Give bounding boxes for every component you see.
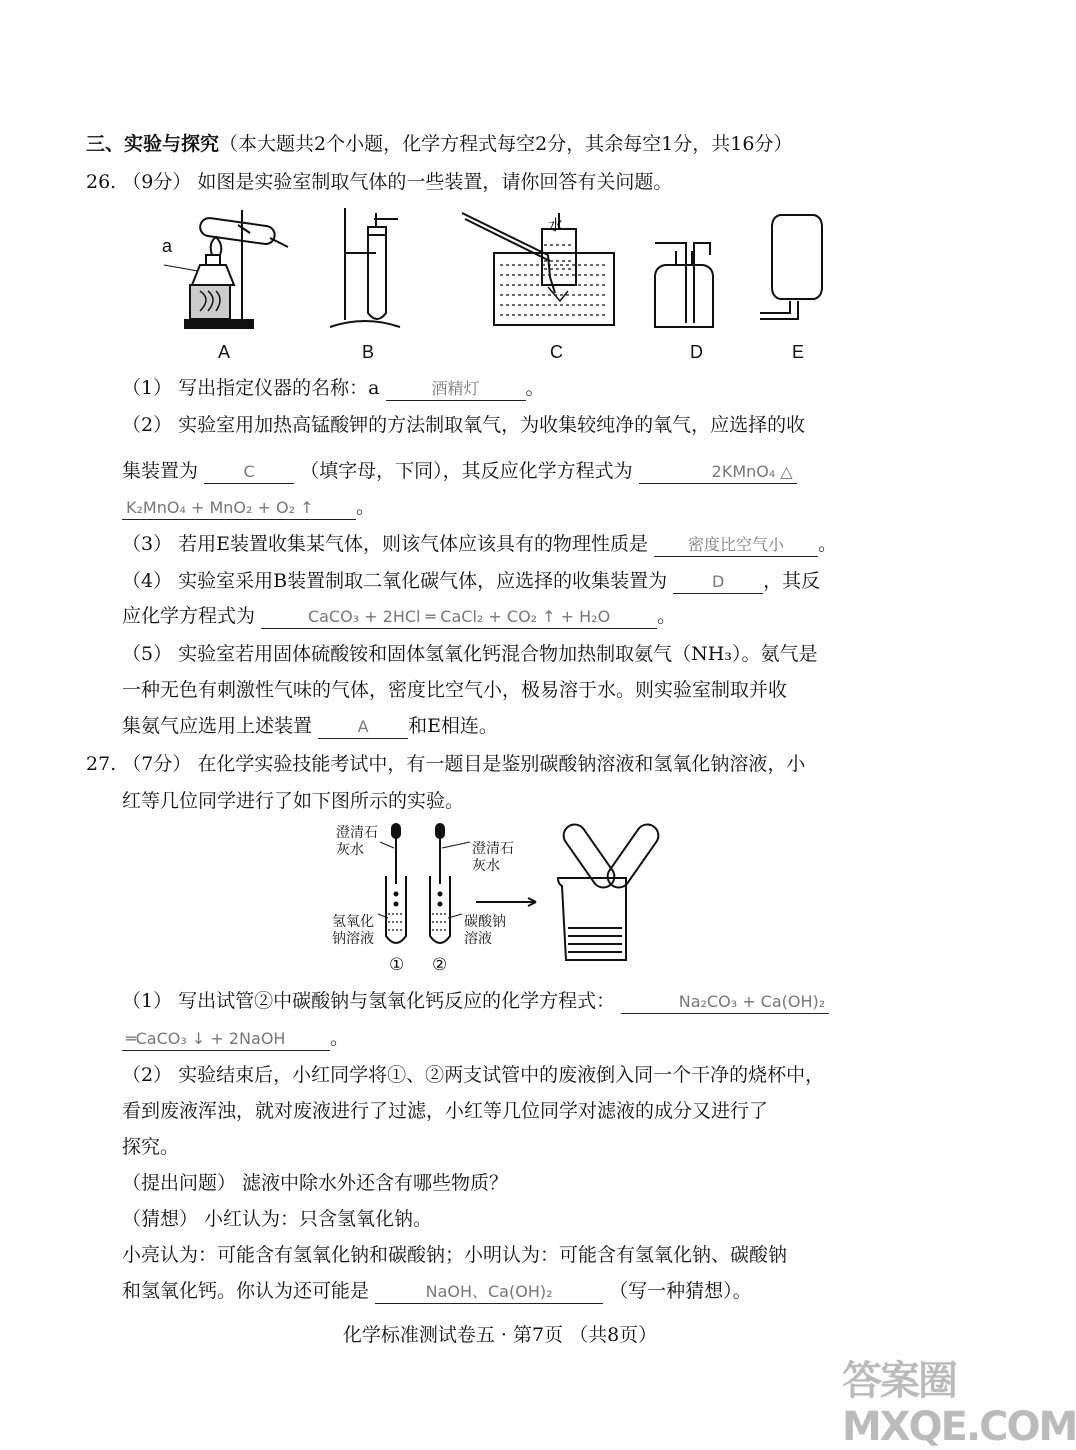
q27-p2-line3: 探究。 (122, 1136, 180, 1158)
label-water: 水 (548, 217, 564, 234)
q26-p2-text-a: 集装置为 (122, 460, 199, 482)
q26-p2-line2 (122, 458, 797, 484)
q26-p5-line2: 一种无色有刺激性气味的气体，密度比空气小，极易溶于水。则实验室制取并收 (122, 679, 788, 701)
q26-p3-end: 。 (818, 533, 838, 555)
q26-p1-answer: 酒精灯 (386, 378, 526, 401)
q26-p3 (122, 531, 837, 557)
section-heading: 三、实验与探究 (86, 133, 220, 155)
apparatus-label-d: D (690, 342, 703, 362)
q26-p4-text-a: （4） 实验室采用B装置制取二氧化碳气体，应选择的收集装置为 (122, 570, 668, 592)
q26-p5-answer: A (318, 716, 408, 739)
watermark-text: 答案圈 MXQE.COM (842, 1358, 1076, 1450)
q27-guess2-text-b: （写一种猜想）。 (609, 1280, 752, 1302)
q27-p1-text: （1） 写出试管②中碳酸钠与氢氧化钙反应的化学方程式： (122, 990, 616, 1012)
q26-p1 (122, 375, 545, 401)
q26-p4-answer-eq: CaCO₃ + 2HCl ═ CaCl₂ + CO₂ ↑ + H₂O (261, 606, 657, 629)
q26-p2-line3 (122, 494, 375, 520)
q26-p3-answer: 密度比空气小 (654, 534, 818, 557)
q26-p4-line2 (122, 603, 676, 629)
q26-p3-text: （3） 若用E装置收集某气体，则该气体应该具有的物理性质是 (122, 533, 648, 555)
q27-p1-line1 (122, 988, 829, 1014)
q26-p2-end: 。 (356, 496, 376, 518)
q27-guess2-answer: NaOH、Ca(OH)₂ (375, 1281, 603, 1304)
label-a: a (162, 236, 173, 256)
q27-p1-answer-part2: ═CaCO₃ ↓ + 2NaOH (122, 1028, 330, 1051)
q26-p5-line3 (122, 713, 498, 739)
q27-p1-end: 。 (330, 1027, 350, 1049)
apparatus-label-c: C (550, 342, 563, 362)
q27-p2-line2: 看到废液浑浊，就对废液进行了过滤，小红等几位同学对滤液的成分又进行了 (122, 1100, 769, 1122)
section-header (86, 131, 792, 157)
apparatus-label-a: A (218, 342, 231, 362)
page-footer: 化学标准测试卷五 · 第7页 （共8页） (342, 1324, 658, 1346)
q26-p2-eq-part2: K₂MnO₄ + MnO₂ + O₂ ↑ (122, 497, 356, 520)
fig-limewater-left: 澄清石 灰水 (336, 825, 378, 858)
apparatus-label-b: B (362, 342, 375, 362)
fig-limewater-right: 澄清石 灰水 (472, 841, 514, 874)
q26-p2-text-b: （填字母，下同），其反应化学方程式为 (300, 460, 633, 482)
q27-question: （提出问题） 滤液中除水外还含有哪些物质？ (122, 1172, 509, 1194)
watermark-logo (842, 1358, 1076, 1450)
q26-title: 26. （9分） 如图是实验室制取气体的一些装置，请你回答有关问题。 (86, 171, 673, 193)
q26-p4-line1 (122, 568, 820, 594)
q27-line2: 红等几位同学进行了如下图所示的实验。 (122, 790, 465, 812)
apparatus-label-e: E (792, 342, 805, 362)
q26-p2-answer-device: C (204, 461, 294, 484)
q26-p5-text-b: 和E相连。 (408, 715, 498, 737)
q27-guess2-text-a: 和氢氧化钙。你认为还可能是 (122, 1280, 370, 1302)
q26-p5-text-a: 集氨气应选用上述装置 (122, 715, 313, 737)
apparatus-a (164, 210, 288, 328)
fig-na2co3-label: 碳酸钠 溶液 (464, 914, 506, 947)
q26-p2-line1: （2） 实验室用加热高锰酸钾的方法制取氧气，为收集较纯净的氧气，应选择的收 (122, 414, 806, 436)
apparatus-c (462, 213, 614, 325)
section-note: （本大题共2个小题，化学方程式每空2分，其余每空1分，共16分） (219, 133, 793, 155)
q26-p5-line1: （5） 实验室若用固体硫酸铵和固体氢氧化钙混合物加热制取氨气（NH₃）。氨气是 (122, 643, 818, 665)
q26-p1-end: 。 (525, 377, 545, 399)
apparatus-b (330, 208, 400, 327)
fig-tube-2: ② (432, 955, 448, 975)
q26-p1-text: （1） 写出指定仪器的名称：a (122, 377, 380, 399)
q27-p2-line1: （2） 实验结束后，小红同学将①、②两支试管中的废液倒入同一个干净的烧杯中， (122, 1064, 825, 1086)
q27-p1-answer-part1: Na₂CO₃ + Ca(OH)₂ (621, 991, 829, 1014)
q27-guess2-line2 (122, 1278, 752, 1304)
apparatus-e (760, 215, 822, 319)
apparatus-d (655, 243, 713, 327)
q27-guess: （猜想） 小红认为：只含氢氧化钠。 (122, 1208, 433, 1230)
q27-p1-line2 (122, 1025, 349, 1051)
fig-naoh-label: 氢氧化 钠溶液 (332, 914, 374, 947)
q27-line1: 27. （7分） 在化学实验技能考试中，有一题目是鉴别碳酸钠溶液和氢氧化钠溶液，小 (86, 753, 806, 775)
q26-p4-end: 。 (657, 605, 677, 627)
q26-p4-answer-device: D (673, 571, 763, 594)
apparatus-figure (150, 205, 850, 335)
q26-p4-text-c: 应化学方程式为 (122, 605, 256, 627)
q26-p2-eq-part1: 2KMnO₄ △ (639, 461, 797, 484)
q27-guess2-line1: 小亮认为：可能含有氢氧化钠和碳酸钠；小明认为：可能含有氢氧化钠、碳酸钠 (122, 1244, 788, 1266)
q26-p4-text-b: ，其反 (763, 570, 821, 592)
fig-tube-1: ① (389, 955, 405, 975)
